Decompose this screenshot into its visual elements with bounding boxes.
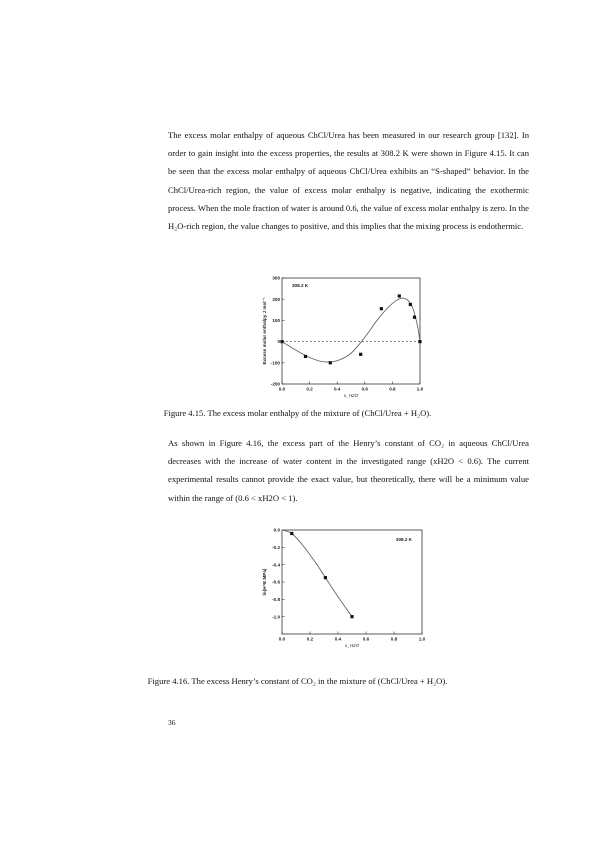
x-tick-label: 0.2 (306, 636, 314, 642)
y-tick-label: -0.6 (272, 579, 280, 585)
x-axis-label: x_H2O (343, 393, 359, 398)
y-tick-label: 0 (277, 339, 280, 345)
y-tick-label: -100 (270, 360, 280, 366)
excess-enthalpy-chart (258, 270, 428, 400)
x-axis-label: x_H2O (344, 643, 360, 648)
data-point (398, 294, 401, 297)
y-tick-label: -1.0 (272, 614, 280, 620)
data-point (359, 353, 362, 356)
x-tick-label: 1.0 (418, 636, 426, 642)
data-point (350, 615, 353, 618)
paragraph-text: The excess molar enthalpy of aqueous ChCl/Urea has been measured in our research group [132]. In order to gain insight into the excess properties, the results at 308.2 K were shown in Figure 4.15. It can be seen that the excess molar enthalpy of aqueous ChCl/Urea exhibits an “S-shaped” behavior. In the ChCl/Urea-rich region, the value of excess molar enthalpy is negative, indicating the exothermic process. When the mole fraction of water is around 0.6, the value of excess molar enthalpy is zero. In the H₂O-rich region, the value changes to positive, and this implies that the mixing process is endothermic. (168, 130, 529, 232)
y-tick-label: 200 (272, 296, 280, 302)
data-point (409, 303, 412, 306)
y-tick-label: -0.8 (272, 596, 280, 602)
y-tick-label: -0.2 (272, 544, 280, 550)
figure-4-16-chart (252, 522, 432, 652)
x-tick-label: 0.0 (278, 636, 286, 642)
y-tick-label: 300 (272, 275, 280, 281)
y-tick-label: 0.0 (273, 527, 280, 533)
fit-curve (282, 298, 420, 362)
y-tick-label: -0.4 (272, 562, 280, 568)
data-point (290, 532, 293, 535)
x-tick-label: 0.4 (334, 636, 342, 642)
data-point (304, 355, 307, 358)
data-point (280, 340, 283, 343)
x-tick-label: 0.4 (334, 386, 341, 392)
data-point (324, 576, 327, 579)
paragraph-text: As shown in Figure 4.16, the excess part of the Henry’s constant of CO₂ in aqueous ChCl/Urea decreases with the increase of water content in the investigated range (xH2O < 0.6). The current experimental results cannot provide the exact value, but theoretically, there will be a minimum value within the range of (0.6 < xH2O < 1). (168, 438, 529, 503)
page-number: 36 (168, 718, 176, 727)
data-point (413, 316, 416, 319)
figure-4-15-chart (258, 270, 428, 400)
figure-4-16-caption: Figure 4.16. The excess Henry’s constant of CO₂ in the mixture of (ChCl/Urea + H₂O). (147, 676, 448, 686)
chart-title: 308.2 K (395, 537, 412, 542)
x-tick-label: 0.6 (362, 636, 370, 642)
henry-constant-chart (252, 522, 432, 652)
x-tick-label: 0.2 (306, 386, 313, 392)
y-axis-label: Excess molar enthalpy J mol⁻¹ (262, 297, 267, 365)
figure-4-15-caption: Figure 4.15. The excess molar enthalpy of the mixture of (ChCl/Urea + H₂O). (163, 408, 432, 418)
paragraph-henry-constant (168, 434, 529, 507)
x-tick-label: 0.8 (390, 636, 398, 642)
x-tick-label: 0.8 (389, 386, 396, 392)
fit-curve (282, 530, 352, 617)
x-tick-label: 0.0 (278, 386, 286, 392)
chart-title: 308.2 K (292, 283, 309, 288)
y-axis-label: ln(H^E MPa) (262, 568, 267, 596)
y-tick-label: 100 (272, 318, 280, 323)
data-point (380, 307, 383, 310)
paragraph-excess-enthalpy (168, 126, 529, 235)
plot-frame (282, 278, 420, 384)
data-point (418, 340, 421, 343)
y-tick-label: -200 (270, 381, 280, 387)
x-tick-label: 0.6 (361, 386, 368, 392)
x-tick-label: 1.0 (416, 386, 424, 392)
data-point (329, 361, 332, 364)
